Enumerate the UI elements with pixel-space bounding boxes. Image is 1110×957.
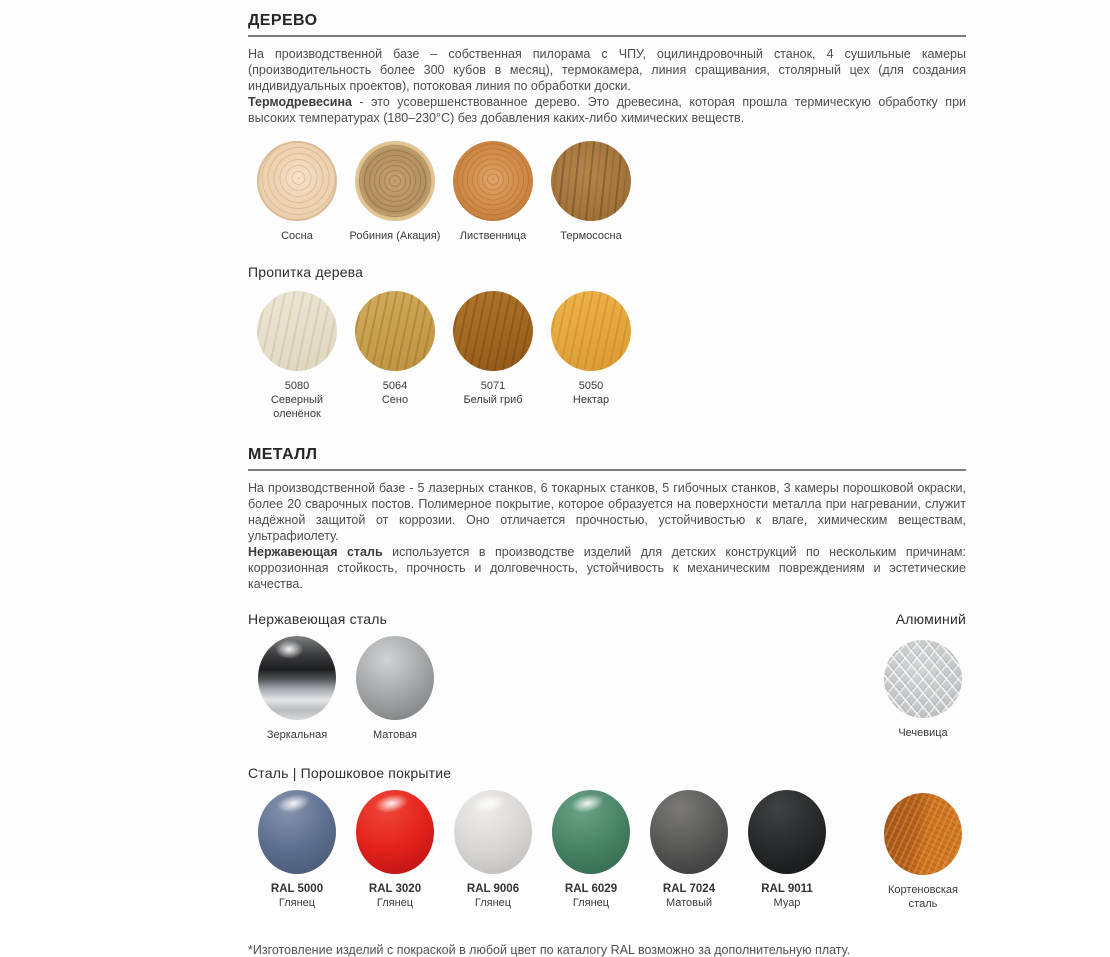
ral-finish: Муар xyxy=(773,897,801,909)
metal-section-title: МЕТАЛЛ xyxy=(248,446,966,471)
swatch-ral-9006 xyxy=(454,790,532,874)
swatch-mirror-steel xyxy=(258,636,336,720)
wood-species-item xyxy=(346,141,444,243)
impregnation-code: 5080 xyxy=(284,380,310,392)
swatch-sosna xyxy=(257,141,337,221)
footer-note: *Изготовление изделий с покраской в любой цвет по каталогу RAL возможно за дополнительную плату. xyxy=(248,943,851,957)
powder-item xyxy=(346,790,444,910)
impregnation-name: Сено xyxy=(381,394,409,406)
wood-section-title: ДЕРЕВО xyxy=(248,12,966,37)
impregnation-name: Нектар xyxy=(572,394,610,406)
ral-code: RAL 3020 xyxy=(368,883,422,895)
ral-finish: Глянец xyxy=(376,897,414,909)
page-content xyxy=(248,0,966,957)
thermowood-term: Термодревесина xyxy=(248,95,352,109)
impregnation-item xyxy=(248,291,346,421)
stainless-item xyxy=(248,636,346,742)
swatch-robinia xyxy=(355,141,435,221)
stainless-term: Нержавеющая сталь xyxy=(248,545,383,559)
metal-paragraph-2 xyxy=(248,544,966,592)
wood-species-row xyxy=(248,141,966,243)
swatch-label xyxy=(467,882,519,910)
swatch-label xyxy=(382,379,408,407)
swatch-label: Термососна xyxy=(560,230,622,242)
swatch-ral-9011 xyxy=(748,790,826,874)
swatch-5050 xyxy=(551,291,631,371)
swatch-corten-steel xyxy=(884,793,962,875)
thermowood-text: - это усовершенствованное дерево. Это древесина, которая прошла термическую обработку при высоких температурах (180–230°С) без добавления каких-либо химических веществ. xyxy=(248,95,966,125)
aluminum-item xyxy=(880,636,966,740)
wood-species-item xyxy=(248,141,346,243)
ral-code: RAL 9006 xyxy=(466,883,520,895)
impregnation-title: Пропитка дерева xyxy=(248,264,364,280)
swatch-label: Матовая xyxy=(373,729,417,741)
stainless-text: используется в производстве изделий для детских конструкций по нескольким причинам: коррозионная стойкость, прочность и долговечность, устойчивость к механическим повреждениям и эстетические качества. xyxy=(248,545,966,591)
swatch-label xyxy=(663,882,715,910)
impregnation-row xyxy=(248,291,966,421)
swatch-5071 xyxy=(453,291,533,371)
powder-coating-row xyxy=(248,790,966,911)
swatch-5080 xyxy=(257,291,337,371)
impregnation-code: 5050 xyxy=(578,380,604,392)
swatch-label: Кортеновская сталь xyxy=(888,884,958,910)
swatch-label xyxy=(248,379,346,421)
ral-code: RAL 9011 xyxy=(761,883,813,895)
powder-item xyxy=(444,790,542,910)
swatch-label xyxy=(761,882,813,910)
swatch-matte-steel xyxy=(356,636,434,720)
swatch-label: Лиственница xyxy=(459,230,527,242)
impregnation-name: Северный оленёнок xyxy=(270,394,324,420)
impregnation-item xyxy=(346,291,444,407)
impregnation-item xyxy=(542,291,640,407)
metal-description xyxy=(248,480,966,592)
wood-paragraph-2 xyxy=(248,94,966,126)
swatch-label xyxy=(565,882,617,910)
powder-item xyxy=(738,790,836,910)
swatch-label: Робиния (Акация) xyxy=(349,230,441,242)
ral-code: RAL 5000 xyxy=(270,883,324,895)
wood-species-item xyxy=(444,141,542,243)
swatch-lentil-aluminum xyxy=(884,640,962,718)
swatch-5064 xyxy=(355,291,435,371)
powder-item xyxy=(248,790,346,910)
swatch-label xyxy=(463,379,522,407)
powder-item xyxy=(640,790,738,910)
swatch-label: Зеркальная xyxy=(266,729,328,741)
aluminum-title: Алюминий xyxy=(895,611,966,627)
metal-paragraph-1: На производственной базе - 5 лазерных станков, 6 токарных станков, 5 гибочных станков, 3 камеры порошковой окраски, более 20 сварочных постов. Полимерное покрытие, которое образуется на поверхности металла при нагревании, служит надёжной защитой от коррозии. Оно отличается прочностью, устойчивостью к влаге, химическим веществам, ультрафиолету. xyxy=(248,481,966,543)
stainless-row xyxy=(248,636,966,742)
ral-finish: Матовый xyxy=(665,897,713,909)
swatch-label: Чечевица xyxy=(898,727,948,739)
swatch-label xyxy=(573,379,609,407)
powder-item xyxy=(542,790,640,910)
corten-item xyxy=(880,790,966,911)
ral-code: RAL 6029 xyxy=(564,883,618,895)
ral-code: RAL 7024 xyxy=(662,883,716,895)
wood-paragraph-1: На производственной базе – собственная пилорама с ЧПУ, оцилиндровочный станок, 4 сушильные камеры (производительность более 300 кубов в месяц), термокамера, линия сращивания, столярный цех (для создания индивидуальных проектов), потоковая линия по обработки доски. xyxy=(248,47,966,93)
wood-species-item xyxy=(542,141,640,243)
swatch-listvennitsa xyxy=(453,141,533,221)
stainless-aluminum-headings xyxy=(248,611,966,627)
swatch-ral-3020 xyxy=(356,790,434,874)
swatch-ral-7024 xyxy=(650,790,728,874)
ral-finish: Глянец xyxy=(572,897,610,909)
swatch-ral-5000 xyxy=(258,790,336,874)
swatch-label xyxy=(271,882,323,910)
stainless-item xyxy=(346,636,444,742)
ral-finish: Глянец xyxy=(278,897,316,909)
wood-description xyxy=(248,46,966,126)
impregnation-code: 5071 xyxy=(480,380,506,392)
impregnation-code: 5064 xyxy=(382,380,408,392)
impregnation-item xyxy=(444,291,542,407)
impregnation-name: Белый гриб xyxy=(463,394,523,406)
swatch-label: Сосна xyxy=(281,230,313,242)
ral-finish: Глянец xyxy=(474,897,512,909)
swatch-label xyxy=(369,882,421,910)
stainless-title: Нержавеющая сталь xyxy=(248,611,388,627)
powder-coating-title: Сталь | Порошковое покрытие xyxy=(248,765,452,781)
swatch-termososna xyxy=(551,141,631,221)
swatch-ral-6029 xyxy=(552,790,630,874)
